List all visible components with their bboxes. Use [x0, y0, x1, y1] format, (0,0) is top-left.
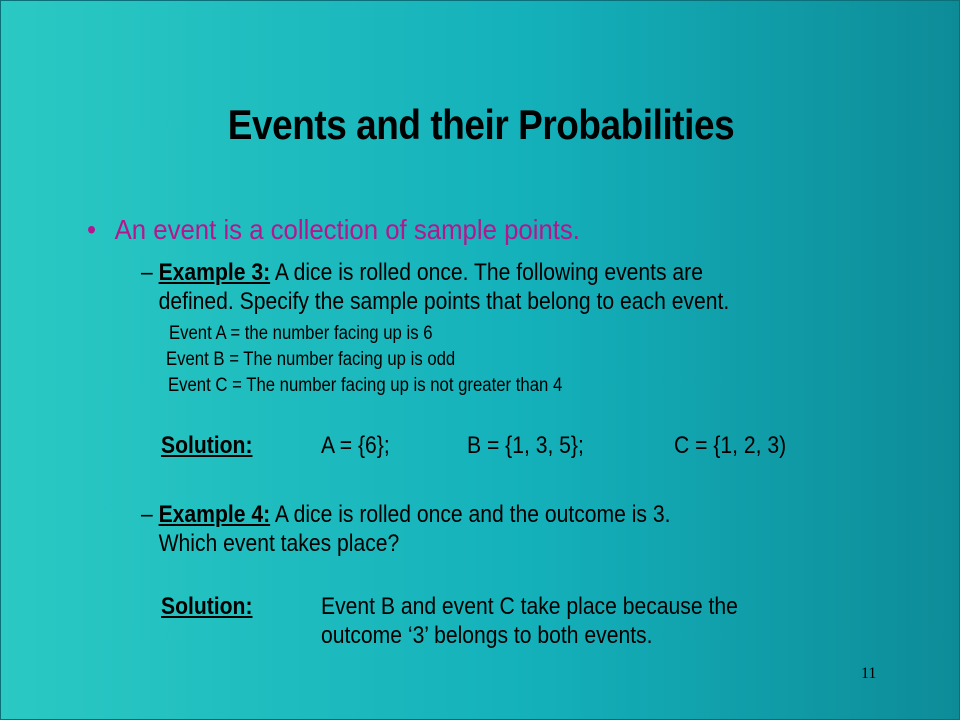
example3-label: Example 3:: [158, 259, 271, 286]
solution-c: C = {1, 2, 3): [674, 432, 787, 459]
event-b: Event B = The number facing up is odd: [166, 349, 456, 370]
example4-text-line2: Which event takes place?: [158, 530, 400, 557]
page-number: 11: [861, 665, 877, 682]
example4-line1: [141, 501, 670, 529]
example4-solution-label: Solution:: [161, 593, 253, 620]
example4-solution-line2: outcome ‘3’ belongs to both events.: [321, 622, 653, 649]
dash-icon: –: [141, 259, 153, 286]
bullet-point: [87, 214, 580, 246]
example3-line2: [141, 288, 729, 316]
example4-label: Example 4:: [158, 501, 271, 528]
bullet-icon: •: [87, 214, 97, 245]
example3-solution-label: Solution:: [161, 432, 253, 459]
solution-a: A = {6};: [321, 432, 390, 459]
example3-text-line1: A dice is rolled once. The following events are: [270, 259, 703, 286]
example3-text-line2: defined. Specify the sample points that belong to each event.: [158, 288, 730, 315]
event-a: Event A = the number facing up is 6: [169, 323, 433, 344]
example4-line2: [141, 530, 399, 558]
solution-b: B = {1, 3, 5};: [467, 432, 584, 459]
example3-line1: [141, 259, 703, 287]
event-c: Event C = The number facing up is not greater than 4: [168, 375, 563, 396]
example4-solution-line1: Event B and event C take place because the: [321, 593, 738, 620]
bullet-text: An event is a collection of sample points.: [114, 214, 580, 245]
dash-icon: –: [141, 501, 153, 528]
slide-title: Events and their Probabilities: [227, 101, 735, 148]
example4-text-line1: A dice is rolled once and the outcome is 3.: [270, 501, 671, 528]
